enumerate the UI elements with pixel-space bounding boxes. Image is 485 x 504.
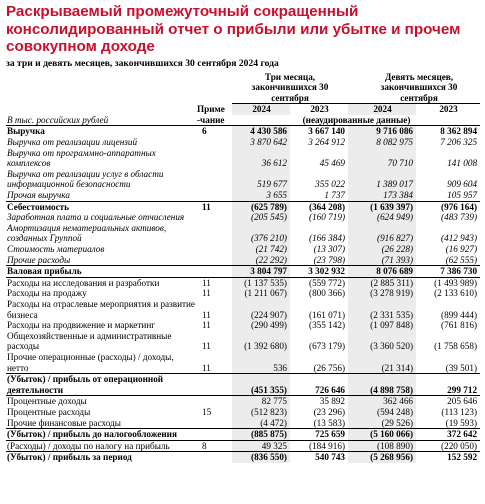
row-label: Заработная плата и социальные отчисления xyxy=(7,212,185,223)
row-label: Прочая выручка xyxy=(7,190,70,201)
row-note xyxy=(196,255,232,266)
row-value: 1 737 xyxy=(324,190,346,201)
row-value: 49 325 xyxy=(232,440,290,452)
row-label: Выручка от программно-аппаратных комплексов xyxy=(7,147,156,169)
row-note xyxy=(196,429,232,441)
row-label: Себестоимость xyxy=(6,201,196,212)
row-value: (355 142) xyxy=(309,320,346,331)
row-value: 3 870 642 xyxy=(232,137,290,148)
statement-subtitle: за три и девять месяцев, закончившихся 30 сентября 2024 года xyxy=(6,57,279,69)
row-value: (885 875) xyxy=(232,429,290,441)
row-value: (483 739) xyxy=(441,212,478,223)
row-value: (761 816) xyxy=(441,320,478,331)
row-value: (1 758 658) xyxy=(434,341,478,352)
row-value: (376 210) xyxy=(232,223,290,244)
statement-row xyxy=(6,169,480,190)
row-value: 105 957 xyxy=(447,190,478,201)
row-value: (624 949) xyxy=(348,212,416,223)
row-value: (16 927) xyxy=(445,244,478,254)
row-value: 355 022 xyxy=(315,179,346,190)
row-value: (673 179) xyxy=(309,341,346,352)
row-value: (71 393) xyxy=(348,255,416,266)
row-note xyxy=(196,244,232,255)
row-value: (22 292) xyxy=(232,255,290,266)
row-note xyxy=(196,396,232,407)
statement-row xyxy=(6,418,480,429)
row-value: 205 646 xyxy=(416,396,480,407)
statement-row xyxy=(6,148,480,169)
row-value: (205 545) xyxy=(232,212,290,223)
row-value: (2 885 311) xyxy=(348,277,416,288)
row-note xyxy=(196,169,232,190)
row-label: Прочие финансовые расходы xyxy=(7,417,121,428)
row-value: (1 097 848) xyxy=(348,320,416,331)
row-value: (39 501) xyxy=(445,362,478,373)
row-value: (23 296) xyxy=(313,406,346,417)
statement-row xyxy=(6,223,480,244)
row-note xyxy=(196,190,232,201)
row-value: (976 164) xyxy=(416,201,480,212)
row-value: (559 772) xyxy=(290,277,348,288)
statement-row xyxy=(6,299,480,320)
row-value: 519 677 xyxy=(232,169,290,190)
row-value: (1 137 535) xyxy=(232,277,290,288)
statement-row xyxy=(6,320,480,331)
statement-row xyxy=(6,212,480,223)
statement-row xyxy=(6,277,480,288)
row-label: Валовая прибыль xyxy=(6,266,196,278)
row-note: 11 xyxy=(202,341,211,352)
row-value: (800 366) xyxy=(309,288,346,299)
row-value: (21 314) xyxy=(348,352,416,374)
row-value: (451 355) xyxy=(232,374,290,396)
row-value: (23 798) xyxy=(313,254,346,265)
row-value: (1 211 067) xyxy=(232,288,290,299)
row-label: Расходы на исследования и разработки xyxy=(6,277,196,288)
row-value: (161 071) xyxy=(309,309,346,320)
row-label: Выручка от реализации лицензий xyxy=(7,137,138,148)
row-label: Прочие расходы xyxy=(7,254,71,265)
row-value: 70 710 xyxy=(348,148,416,169)
row-note xyxy=(196,137,232,148)
statement-row xyxy=(6,266,480,278)
row-value: (26 228) xyxy=(348,244,416,255)
row-value: (1 493 989) xyxy=(416,277,480,288)
row-value: 45 469 xyxy=(319,158,346,169)
row-value: (108 890) xyxy=(348,440,416,452)
row-value: (916 827) xyxy=(348,223,416,244)
row-value: 536 xyxy=(232,352,290,374)
statement-row xyxy=(6,452,480,463)
row-value: (364 208) xyxy=(290,201,348,212)
row-value: 173 384 xyxy=(348,190,416,201)
row-value: (26 756) xyxy=(313,362,346,373)
year-2024-3m: 2024 xyxy=(232,104,290,115)
row-value: 299 712 xyxy=(416,374,480,396)
row-value: 35 892 xyxy=(290,396,348,407)
row-note xyxy=(196,148,232,169)
note-column-header: Приме -чание xyxy=(197,104,225,125)
statement-row xyxy=(6,190,480,201)
row-label: Прочие операционные (расходы) / доходы, нетто xyxy=(7,351,174,373)
statement-row xyxy=(6,137,480,148)
row-value: 909 604 xyxy=(447,179,478,190)
row-value: (62 555) xyxy=(445,254,478,265)
row-label: Расходы на продажу xyxy=(7,288,87,299)
row-value: (2 133 610) xyxy=(434,288,478,299)
statement-row xyxy=(6,440,480,452)
row-label: Расходы на продвижение и маркетинг xyxy=(7,320,155,331)
row-value: (1 392 680) xyxy=(232,331,290,352)
row-label: Процентные расходы xyxy=(7,406,91,417)
row-value: 3 804 797 xyxy=(232,266,290,278)
row-label: Выручка xyxy=(6,126,196,137)
nine-months-header: Девять месяцев, закончившихся 30 сентября xyxy=(348,72,480,104)
units-label: В тыс. российских рублей xyxy=(7,114,109,125)
row-value: 8 082 975 xyxy=(348,137,416,148)
statement-row xyxy=(6,396,480,407)
row-value: 36 612 xyxy=(232,148,290,169)
income-statement-table xyxy=(6,72,480,463)
row-note: 6 xyxy=(196,126,232,137)
row-value: 7 206 325 xyxy=(440,137,478,148)
statement-row xyxy=(6,201,480,212)
statement-row xyxy=(6,429,480,441)
row-value: 726 646 xyxy=(290,374,348,396)
statement-row xyxy=(6,288,480,299)
row-value: 141 008 xyxy=(447,158,478,169)
row-note: 11 xyxy=(202,320,211,331)
row-value: 8 362 894 xyxy=(416,126,480,137)
year-2023-3m: 2023 xyxy=(310,104,329,115)
row-value: 725 659 xyxy=(290,429,348,441)
row-value: 82 775 xyxy=(232,396,290,407)
row-note: 11 xyxy=(196,201,232,212)
row-label: (Расходы) / доходы по налогу на прибыль xyxy=(6,440,196,452)
row-value: 9 716 086 xyxy=(348,126,416,137)
row-label: Выручка от реализации услуг в области информационной безопасности xyxy=(7,168,164,190)
year-2023-9m: 2023 xyxy=(439,104,458,115)
row-note xyxy=(196,223,232,244)
statement-row xyxy=(6,407,480,418)
row-value: (594 248) xyxy=(348,407,416,418)
statement-row xyxy=(6,352,480,374)
row-label: (Убыток) / прибыль от операционной деятельности xyxy=(6,374,196,396)
row-label: Амортизация нематериальных активов, созданных Группой xyxy=(7,222,167,244)
row-value: 362 466 xyxy=(348,396,416,407)
row-note: 8 xyxy=(196,440,232,452)
row-value: 372 642 xyxy=(416,429,480,441)
row-value: (412 943) xyxy=(441,233,478,244)
row-value: (4 898 758) xyxy=(348,374,416,396)
row-value: (220 050) xyxy=(416,440,480,452)
row-value: 7 386 730 xyxy=(416,266,480,278)
unaudited-note: (неаудированные данные) xyxy=(302,114,411,125)
row-value: 540 743 xyxy=(290,452,348,463)
statement-row xyxy=(6,255,480,266)
row-note xyxy=(196,452,232,463)
row-value: (290 499) xyxy=(232,320,290,331)
row-value: (3 360 520) xyxy=(348,331,416,352)
row-note: 11 xyxy=(202,309,211,320)
row-value: (113 123) xyxy=(441,406,478,417)
row-note: 11 xyxy=(196,277,232,288)
row-note xyxy=(196,418,232,429)
row-note xyxy=(196,374,232,396)
row-value: (13 583) xyxy=(313,417,346,428)
row-value: (2 331 535) xyxy=(348,299,416,320)
row-value: 3 655 xyxy=(232,190,290,201)
statement-row xyxy=(6,244,480,255)
statement-row xyxy=(6,331,480,352)
header-row-years xyxy=(6,104,480,115)
row-value: (899 444) xyxy=(441,309,478,320)
row-value: (5 268 956) xyxy=(348,452,416,463)
row-value: (836 550) xyxy=(232,452,290,463)
row-value: (224 907) xyxy=(232,299,290,320)
row-value: 3 264 912 xyxy=(308,137,346,148)
row-note: 11 xyxy=(202,288,211,299)
row-label: (Убыток) / прибыль за период xyxy=(6,452,196,463)
row-label: Стоимость материалов xyxy=(7,244,105,254)
row-label: Общехозяйственные и административные расходы xyxy=(7,330,172,352)
row-value: (160 719) xyxy=(309,212,346,223)
row-value: 8 076 689 xyxy=(348,266,416,278)
three-months-header: Три месяца, закончившихся 30 сентября xyxy=(232,72,348,104)
row-value: (4 472) xyxy=(232,418,290,429)
row-value: (19 593) xyxy=(445,417,478,428)
row-value: (3 278 919) xyxy=(348,288,416,299)
row-label: Процентные доходы xyxy=(6,396,196,407)
row-value: (13 307) xyxy=(313,244,346,254)
row-note: 15 xyxy=(202,406,212,417)
statement-title: Раскрываемый промежуточный сокращенный консолидированный отчет о прибыли или убытке и прочем совокупном доходе xyxy=(6,3,461,55)
row-value: (625 789) xyxy=(232,201,290,212)
year-2024-9m: 2024 xyxy=(348,104,416,115)
row-note xyxy=(196,266,232,278)
row-value: (5 160 066) xyxy=(348,429,416,441)
row-note xyxy=(196,212,232,223)
row-value: (29 526) xyxy=(348,418,416,429)
row-label: Расходы на отраслевые мероприятия и развитие бизнеса xyxy=(7,298,196,320)
row-value: (166 384) xyxy=(309,233,346,244)
row-value: 152 592 xyxy=(416,452,480,463)
row-value: (184 916) xyxy=(290,440,348,452)
row-value: (1 639 397) xyxy=(348,201,416,212)
row-value: 4 430 586 xyxy=(232,126,290,137)
row-label: (Убыток) / прибыль до налогообложения xyxy=(6,429,196,441)
statement-row xyxy=(6,374,480,396)
statement-document xyxy=(6,3,480,463)
header-row-periods xyxy=(6,72,480,104)
row-value: 1 389 017 xyxy=(348,169,416,190)
statement-row xyxy=(6,126,480,137)
row-value: (512 823) xyxy=(232,407,290,418)
row-value: (21 742) xyxy=(232,244,290,255)
row-note: 11 xyxy=(202,362,211,373)
row-value: 3 302 932 xyxy=(290,266,348,278)
row-value: 3 667 140 xyxy=(290,126,348,137)
